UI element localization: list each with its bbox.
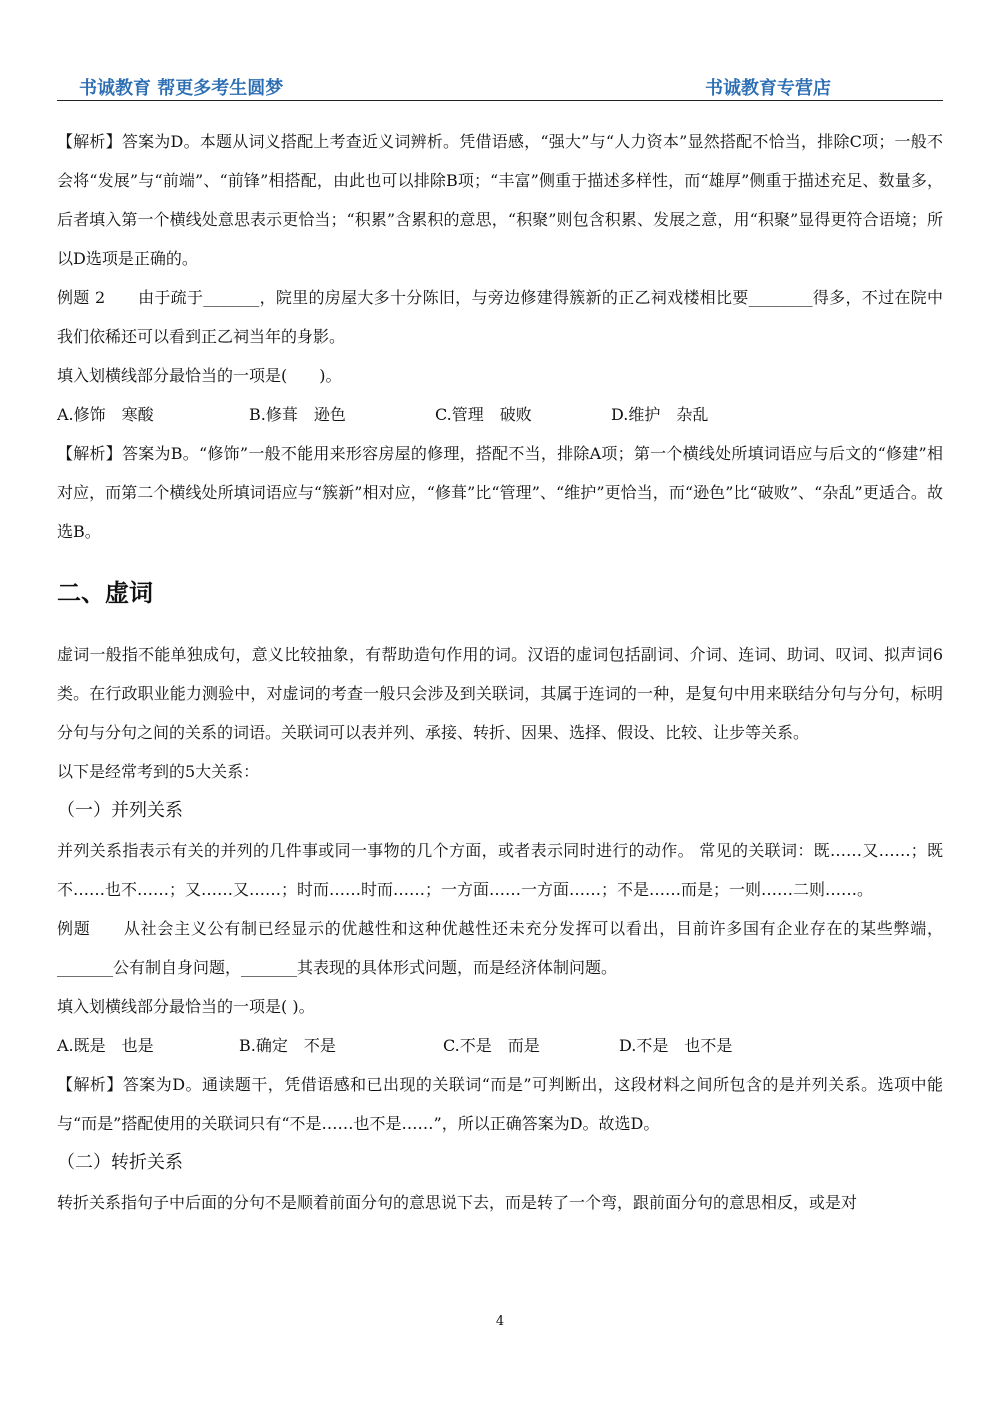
option-a: A.既是 也是 [57,1036,154,1055]
question-1: 填入划横线部分最恰当的一项是( )。 [57,366,342,385]
option-b: B.修葺 逊色 [249,405,346,424]
turning-description: 转折关系指句子中后面的分句不是顺着前面分句的意思说下去，而是转了一个弯，跟前面分句的意思相反，或是对 [57,1193,858,1212]
example-2: 例题 2 由于疏于_______，院里的房屋大多十分陈旧，与旁边修建得簇新的正乙祠戏楼相比要________得多，不过在院中我们依稀还可以看到正乙祠当年的身影。 [57,288,943,346]
analysis-3: 【解析】答案为D。通读题干，凭借语感和已出现的关联词“而是”可判断出，这段材料之间所包含的是并列关系。选项中能与“而是”搭配使用的关联词只有“不是……也不是……”，所以正确答案为D。故选D。 [57,1075,943,1133]
option-a: A.修饰 寒酸 [57,405,154,424]
header-slogan: 书诚教育 帮更多考生圆梦 [79,78,284,99]
function-words-intro: 虚词一般指不能单独成句，意义比较抽象，有帮助造句作用的词。汉语的虚词包括副词、介词、连词、助词、叹词、拟声词6类。在行政职业能力测验中，对虚词的考查一般只会涉及到关联词，其属于连词的一种，是复句中用来联结分句与分句，标明分句与分句之间的关系的词语。关联词可以表并列、承接、转折、因果、选择、假设、比较、让步等关系。 [57,645,943,742]
header-store-name: 书诚教育专营店 [705,78,831,99]
options-1 [57,395,943,434]
page-header [57,72,943,101]
analysis-1: 【解析】答案为D。本题从词义搭配上考查近义词辨析。凭借语感，“强大”与“人力资本”显然搭配不恰当，排除C项；一般不会将“发展”与“前端”、“前锋”相搭配，由此也可以排除B项；“丰富”侧重于描述多样性，而“雄厚”侧重于描述充足、数量多，后者填入第一个横线处意思表示更恰当；“积累”含累积的意思，“积聚”则包含积累、发展之意，用“积聚”显得更符合语境；所以D选项是正确的。 [57,132,943,268]
five-relations: 以下是经常考到的5大关系： [57,762,260,781]
subsection-parallel: （一）并列关系 [57,800,183,821]
option-d: D.不是 也不是 [619,1036,733,1055]
example-3: 例题 从社会主义公有制已经显示的优越性和这种优越性还未充分发挥可以看出，目前许多国有企业存在的某些弊端，_______公有制自身问题，_______其表现的具体形式问题，而是经济体制问题。 [57,919,943,977]
question-2: 填入划横线部分最恰当的一项是( )。 [57,997,315,1016]
analysis-2: 【解析】答案为B。“修饰”一般不能用来形容房屋的修理，搭配不当，排除A项；第一个横线处所填词语应与后文的“修建”相对应，而第二个横线处所填词语应与“簇新”相对应，“修葺”比“管理”、“维护”更恰当，而“逊色”比“破败”、“杂乱”更适合。故选B。 [57,444,943,541]
option-c: C.管理 破败 [435,405,532,424]
page-number: 4 [495,1314,505,1329]
option-c: C.不是 而是 [443,1036,540,1055]
option-b: B.确定 不是 [239,1036,336,1055]
page-content [57,122,943,1222]
subsection-turning: （二）转折关系 [57,1152,183,1173]
options-2 [57,1026,943,1065]
option-d: D.维护 杂乱 [611,405,709,424]
section-title: 二、虚词 [57,579,153,607]
parallel-description: 并列关系指表示有关的并列的几件事或同一事物的几个方面，或者表示同时进行的动作。 常见的关联词：既……又……；既不……也不……；又……又……；时而……时而……；一方面……一方面……；不是……而是；一则……二则……。 [57,841,943,899]
